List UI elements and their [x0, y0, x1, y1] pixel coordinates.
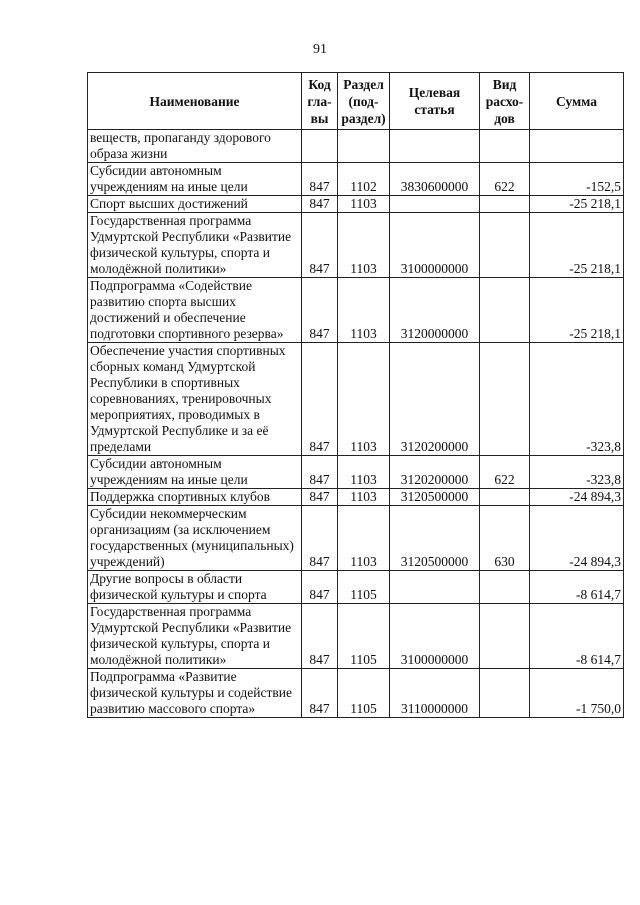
row-target: 3120200000: [390, 343, 480, 456]
row-type: 622: [480, 456, 530, 489]
row-name: Субсидии некоммерческим организациям (за исключением государственных (муниципальных) учреждений): [88, 506, 302, 571]
row-chapter: 847: [302, 163, 338, 196]
table-row: [88, 669, 624, 718]
row-target: [390, 130, 480, 163]
row-type: [480, 278, 530, 343]
row-section: 1103: [338, 213, 390, 278]
table-row: [88, 213, 624, 278]
row-name: Спорт высших достижений: [88, 196, 302, 213]
row-name: веществ, пропаганду здорового образа жизни: [88, 130, 302, 163]
row-target: 3120200000: [390, 456, 480, 489]
table-row: [88, 571, 624, 604]
row-chapter: 847: [302, 506, 338, 571]
row-name: Государственная программа Удмуртской Республики «Развитие физической культуры, спорта и молодёжной политики»: [88, 213, 302, 278]
row-sum: -8 614,7: [530, 571, 624, 604]
row-sum: -323,8: [530, 343, 624, 456]
row-type: [480, 343, 530, 456]
row-name: Подпрограмма «Развитие физической культуры и содействие развитию массового спорта»: [88, 669, 302, 718]
row-sum: -24 894,3: [530, 489, 624, 506]
row-type: [480, 669, 530, 718]
row-target: 3100000000: [390, 213, 480, 278]
header-name: Наименование: [88, 73, 302, 130]
row-name: Другие вопросы в области физической культуры и спорта: [88, 571, 302, 604]
row-target: 3830600000: [390, 163, 480, 196]
header-type: Вид расхо-дов: [480, 73, 530, 130]
row-section: 1103: [338, 278, 390, 343]
row-type: 630: [480, 506, 530, 571]
row-chapter: 847: [302, 571, 338, 604]
table-row: [88, 130, 624, 163]
row-sum: -25 218,1: [530, 213, 624, 278]
row-chapter: 847: [302, 343, 338, 456]
table-row: [88, 163, 624, 196]
row-section: 1103: [338, 196, 390, 213]
row-type: [480, 571, 530, 604]
table-header-row: [88, 73, 624, 130]
row-name: Поддержка спортивных клубов: [88, 489, 302, 506]
row-type: [480, 196, 530, 213]
row-target: 3120500000: [390, 506, 480, 571]
table-row: [88, 604, 624, 669]
row-type: [480, 213, 530, 278]
table-row: [88, 278, 624, 343]
row-sum: -24 894,3: [530, 506, 624, 571]
table-row: [88, 489, 624, 506]
row-target: 3110000000: [390, 669, 480, 718]
row-type: 622: [480, 163, 530, 196]
table-row: [88, 196, 624, 213]
row-name: Субсидии автономным учреждениям на иные цели: [88, 456, 302, 489]
row-sum: -8 614,7: [530, 604, 624, 669]
row-chapter: 847: [302, 213, 338, 278]
row-sum: -152,5: [530, 163, 624, 196]
row-section: 1105: [338, 604, 390, 669]
row-sum: -1 750,0: [530, 669, 624, 718]
row-name: Государственная программа Удмуртской Республики «Развитие физической культуры, спорта и молодёжной политики»: [88, 604, 302, 669]
table-row: [88, 506, 624, 571]
header-sum: Сумма: [530, 73, 624, 130]
row-target: 3120500000: [390, 489, 480, 506]
row-target: [390, 571, 480, 604]
table-row: [88, 343, 624, 456]
row-section: 1105: [338, 571, 390, 604]
row-target: 3120000000: [390, 278, 480, 343]
row-name: Субсидии автономным учреждениям на иные цели: [88, 163, 302, 196]
row-chapter: 847: [302, 489, 338, 506]
header-chapter: Код гла-вы: [302, 73, 338, 130]
row-chapter: 847: [302, 669, 338, 718]
row-chapter: 847: [302, 604, 338, 669]
header-section: Раздел (под-раздел): [338, 73, 390, 130]
row-chapter: 847: [302, 278, 338, 343]
row-type: [480, 130, 530, 163]
row-name: Обеспечение участия спортивных сборных команд Удмуртской Республики в спортивных соревнованиях, тренировочных мероприятиях, проводимых в Удмуртской Республике и за её пределами: [88, 343, 302, 456]
row-name: Подпрограмма «Содействие развитию спорта высших достижений и обеспечение подготовки спортивного резерва»: [88, 278, 302, 343]
row-chapter: 847: [302, 196, 338, 213]
table-row: [88, 456, 624, 489]
budget-table: [87, 72, 624, 718]
row-target: 3100000000: [390, 604, 480, 669]
row-chapter: 847: [302, 456, 338, 489]
row-chapter: [302, 130, 338, 163]
row-section: 1103: [338, 506, 390, 571]
row-section: [338, 130, 390, 163]
header-target: Целевая статья: [390, 73, 480, 130]
row-type: [480, 489, 530, 506]
row-sum: -25 218,1: [530, 278, 624, 343]
row-section: 1103: [338, 456, 390, 489]
page-number: 91: [313, 42, 327, 57]
row-section: 1103: [338, 343, 390, 456]
row-sum: [530, 130, 624, 163]
row-section: 1105: [338, 669, 390, 718]
row-type: [480, 604, 530, 669]
row-section: 1102: [338, 163, 390, 196]
row-target: [390, 196, 480, 213]
row-section: 1103: [338, 489, 390, 506]
row-sum: -323,8: [530, 456, 624, 489]
row-sum: -25 218,1: [530, 196, 624, 213]
